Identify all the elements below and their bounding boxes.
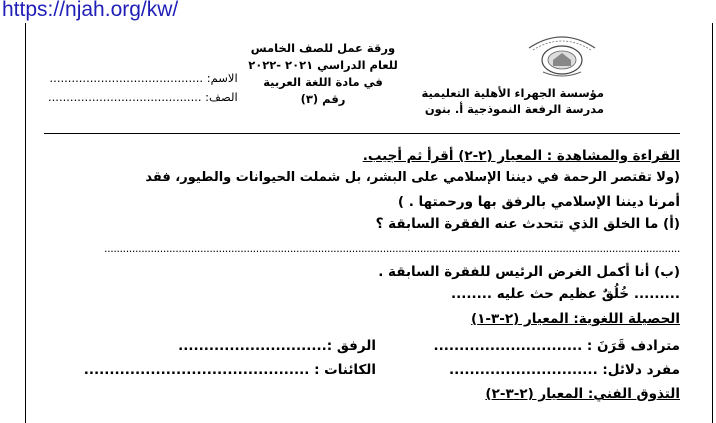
- worksheet-info: [248, 40, 398, 108]
- passage-line-2: أمرنا ديننا الإسلامي بالرفق بها ورحمتها . ): [397, 194, 680, 210]
- question-b: (ب) أنا أكمل الغرض الرئيس للفقرة السابقة .: [378, 264, 680, 280]
- singular-kainat[interactable]: الكائنات : ............................................: [83, 362, 376, 378]
- section-art-appreciation-title: التذوق الفني: المعيار (٢-٣-٢): [485, 386, 680, 402]
- student-fields: [48, 69, 238, 107]
- school-seal-logo: [523, 28, 601, 78]
- worksheet-line-3: في مادة اللغة العربية: [263, 75, 383, 89]
- school-line-1: مؤسسة الجهراء الأهلية التعليمية: [421, 86, 604, 100]
- school-name-block: [422, 84, 605, 119]
- synonym-karan[interactable]: مترادف قَرَنَ : .............................: [433, 338, 680, 354]
- answer-line-a[interactable]: ..........................................................................................................................................................................................: [104, 242, 680, 255]
- worksheet-line-4: رقم (٣): [300, 92, 346, 106]
- source-url[interactable]: https://njah.org/kw/: [2, 0, 179, 21]
- question-a: (أ) ما الخلق الذي تتحدث عنه الفقرة السابقة ؟: [375, 216, 680, 232]
- worksheet-line-2: للعام الدراسي ٢٠٢١ -٢٠٢٢: [248, 58, 398, 72]
- worksheet-line-1: ورقة عمل للصف الخامس: [250, 41, 396, 55]
- name-field[interactable]: الاسم: ..........................................: [49, 71, 238, 85]
- school-line-2: مدرسة الرفعة النموذجية أ. بنون: [424, 102, 604, 116]
- passage-line-1: (ولا تقتصر الرحمة في ديننا الإسلامي على البشر، بل شملت الحيوانات والطيور، فقد: [145, 170, 680, 185]
- synonym-rifq[interactable]: الرفق :.............................: [178, 338, 376, 354]
- section-vocabulary-title: الحصيلة اللغوية: المعيار (٢-٣-١): [470, 311, 680, 327]
- fill-line-b[interactable]: ......... خُلُقٌ عظيم حث عليه ........: [450, 286, 680, 302]
- section-reading-title: القراءة والمشاهدة : المعيار (٢-٢) أقرأ ثم أجيب.: [362, 148, 680, 164]
- header-divider: [44, 133, 680, 134]
- class-field[interactable]: الصف: ..........................................: [48, 90, 238, 104]
- singular-dalail[interactable]: مفرد دلائل: .............................: [448, 362, 680, 378]
